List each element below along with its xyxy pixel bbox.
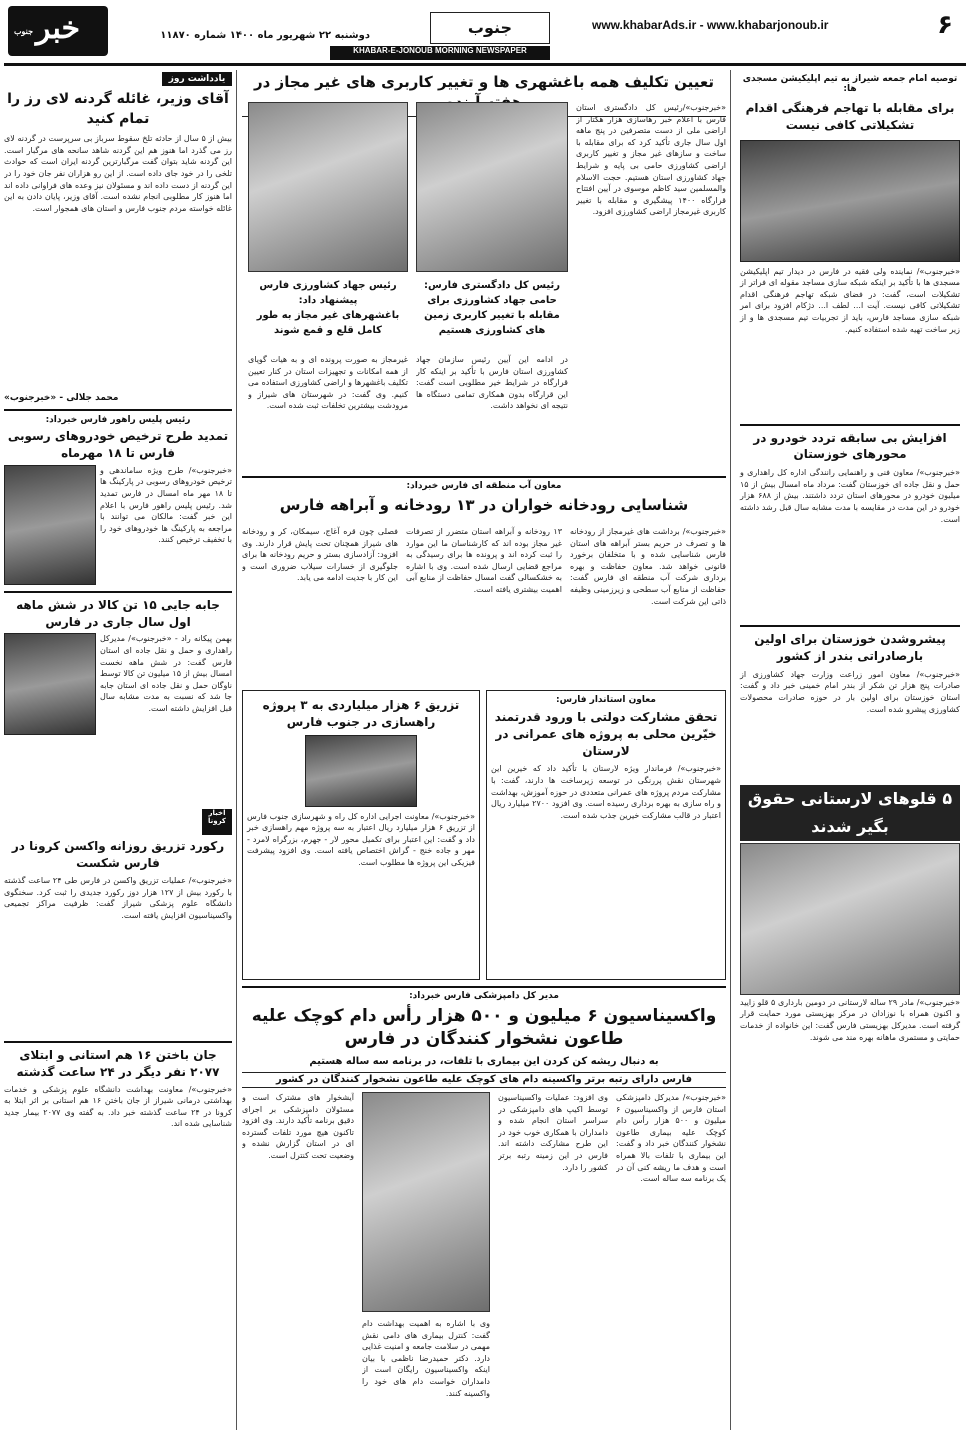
article-body: «خبرجنوب»/ معاون فنی و راهنمایی رانندگی اداره کل راهداری و حمل و نقل جاده ای خوزستان گفت: مرداد ماه امسال بیش از ۱۵ میلیون خودرو در محورهای استان تردد داشتند. بیش از ۶۸۸ هزار خودرو در این مدت در مقایسه با مدت مشابه سال قبل رشد داشته است. [740,468,960,524]
article-body: «خبرجنوب»/ مدیرکل دامپزشکی استان فارس از واکسیناسیون ۶ میلیون و ۵۰۰ هزار رأس دام کوچک علیه بیماری طاعون نشخوار کنندگان خبر داد و گفت: این بیماری با تلفات بالا همراه است و هدف ما ریشه کنی آن در یک برنامه سه ساله است. [616,1093,726,1184]
article-kicker: معاون آب منطقه ای فارس خبرداد: [406,481,562,491]
newspaper-logo [8,6,108,56]
tagline: KHABAR-E-JONOUB MORNING NEWSPAPER [330,46,550,60]
article-title: تزریق ۶ هزار میلیاردی به ۳ پروژه راهسازی در جنوب فارس [262,698,460,729]
article-title: برای مقابله با تهاجم فرهنگی اقدام تشکیلاتی کافی نیست [745,101,955,132]
caption-kicker: رئیس جهاد کشاورزی فارس پیشنهاد داد: [259,280,397,306]
babies-photo [740,843,960,995]
article-body: «خبرجنوب»/ مادر ۲۹ ساله لارستانی در دومین بارداری ۵ قلو زایید و اکنون همراه با نوزادان در مرکز بهزیستی مورد حمایت قرار گرفته است. مدیرکل بهزیستی فارس گفت: این خانواده از خدمات حمایتی و مستمری ماهانه بهره مند می شوند. [740,997,961,1042]
article-body: فصلی چون قره آغاج، سیمکان، کر و رودخانه های شیراز همچنان تحت پایش قرار دارند. وی افزود: آزادسازی بستر و حریم رودخانه ها برای جلوگیری از خسارات سیلاب ضروری است و این کار با جدیت ادامه می یابد. [242,527,398,583]
website-urls[interactable]: www.khabarAds.ir - www.khabarjonoub.ir [592,18,829,32]
livestock-photo [362,1092,490,1312]
article-body: غیرمجاز به صورت پرونده ای و به هیات گویای از همه امکانات و تجهیزات استان در کنار تعیین تکلیف باغشهرها و اراضی کشاورزی استفاده می کنیم. وی گفت: در شهرستان های شیراز و مرودشت بیشترین تخلفات ثبت شده است. [248,355,408,411]
top-headline: تعیین تکلیف همه باغشهری ها و تغییر کاربری های غیر مجاز در [242,72,726,117]
section-title: جنوب [430,12,550,44]
official-photo [305,735,417,807]
article-kicker: معاون استاندار فارس: [556,695,656,705]
imam-photo [740,140,960,262]
article-subhead: به دنبال ریشه کن کردن این بیماری با تلفات، در برنامه سه ساله هستیم [309,1055,659,1067]
article-body: «خبرجنوب»/ طرح ویژه ساماندهی و ترخیص خودروهای رسوبی در پارکینگ ها تا ۱۸ مهر ماه امسال در فارس تمدید شد. رئیس پلیس راهور فارس با اعلام این خبر گفت: مالکان می توانند با مراجعه به پارکینگ ها خودروهای خود را با تخفیف ترخیص کنند. [100,465,232,545]
article-title: تحقق مشارکت دولتی با ورود قدرتمند خیّرین محلی به پروژه های عمرانی در لارستان [494,710,718,758]
judiciary-chief-photo [416,102,568,272]
photo-caption: رئیس کل دادگستری فارس: حامی جهاد کشاورزی برای مقابله با تغییر کاربری زمین های کشاورزی هستیم [424,280,560,336]
article-title: پیشروشدن خوزستان برای اولین بارصادراتی بندر از کشور [740,625,960,665]
column-divider [730,70,731,1430]
article-title: واکسیناسیون ۶ میلیون و ۵۰۰ هزار رأس دام کوچک علیه طاعون نشخوار کنندگان در فارس [251,1006,717,1049]
article-body: ۱۳ رودخانه و آبراهه استان متضرر از تصرفات غیر مجاز بوده اند که کارشناسان ما این موارد را ثبت کرده اند و پرونده ها برای رسیدگی به مراجع قضایی ارسال شده است. وی با اشاره به خشکسالی گفت امسال حفاظت از منابع آبی اهمیت بیشتری یافته است. [406,527,562,594]
covid-tag: اخبار کرونا [202,809,232,835]
article-body: وی با اشاره به اهمیت بهداشت دام گفت: کنترل بیماری های دامی نقش مهمی در سلامت جامعه و امنیت غذایی دارد. دکتر حمیدرضا ناظمی با بیان اینکه واکسیناسیون رایگان است از دامداران خواست دام های خود را واکسینه کنند. [362,1319,490,1398]
article-body: وی افزود: عملیات واکسیناسیون توسط اکیپ های دامپزشکی در سراسر استان انجام شده و دامداران با همکاری خوب خود در این طرح مشارکت داشته اند. فارس در این زمینه رتبه برتر کشور را دارد. [498,1093,608,1172]
article-body: بهمن پیکانه راد - «خبرجنوب»/ مدیرکل راهداری و حمل و نقل جاده ای استان فارس گفت: در شش ماهه نخست امسال بیش از ۱۵ میلیون تن کالا توسط ناوگان حمل و نقل جاده ای استان جابه جا شد که نسبت به مدت مشابه سال قبل افزایش داشته است. [100,634,232,713]
dateline: دوشنبه ۲۲ شهریور ماه ۱۴۰۰ شماره ۱۱۸۷۰ [160,30,370,41]
page-number: ۶ [937,10,953,40]
rivers-story [242,476,726,686]
photo-caption-box [248,278,408,348]
memo-tag: یادداشت روز [162,72,232,86]
article-body: «خبرجنوب»/ عملیات تزریق واکسن در فارس طی ۲۴ ساعت گذشته با رکورد بیش از ۱۲۷ هزار دوز رکورد جدیدی را ثبت کرد. سخنگوی دانشگاه علوم پزشکی شیراز گفت: ظرفیت مراکز تجمیعی واکسیناسیون افزایش یافته است. [4,875,232,920]
memo-title: آقای وزیر، غائله گردنه لای رز را تمام کنید [7,91,229,127]
article-body: آیشخوار های مشترک است و مسئولان دامپزشکی بر اجرای دقیق برنامه تأکید دارند. وی افزود تاکنون هیچ مورد تلفات گسترده ای در استان گزارش نشده و وضعیت تحت کنترل است. [242,1093,354,1160]
article-title: جابه جایی ۱۵ تن کالا در شش ماهه اول سال جاری در فارس [4,591,232,631]
article-kicker: مدیر کل دامپزشکی فارس خبرداد: [409,991,559,1001]
article-subhead: فارس دارای رتبه برتر واکسینه دام های کوچک علیه طاعون نشخوار کنندگان در کشور [242,1072,726,1088]
police-chief-photo [4,465,96,585]
article-title: شناسایی رودخانه خواران در ۱۳ رودخانه و آبراهه فارس [279,496,689,514]
article-title: افزایش بی سابقه تردد خودرو در محورهای خوزستان [740,424,960,464]
article-kicker: رئیس پلیس راهور فارس خبرداد: [4,409,232,425]
article-title: تمدید طرح ترخیص خودروهای رسوبی فارس تا ۱۸ مهرماه [7,429,229,460]
article-title: جان باختن ۱۶ هم استانی و ابتلای ۲۰۷۷ نفر دیگر در ۲۴ ساعت گذشته [4,1041,232,1081]
memo-author: محمد جلالی - «خبرجنوب» [4,393,119,404]
logo-sub: جنوب [14,26,34,36]
quintuplets-banner: ۵ قلوهای لارستانی حقوق بگیر شدند [740,785,960,841]
logo-text: خبر [35,11,81,46]
agriculture-chief-photo [248,102,408,272]
left-column [4,72,232,1432]
article-body: در ادامه این آیین رئیس سازمان جهاد کشاورزی استان فارس با تأکید بر اینکه کار قرارگاه در شرایط خیر مطلوبی است گفت: این قرارگاه بدون همکاری تمامی دستگاه ها نتیجه ای نخواهد داشت. [416,355,568,411]
column-divider [236,70,237,1430]
article-kicker: توصیه امام جمعه شیراز به تیم اپلیکیشن مسجدی ها: [742,74,958,94]
vaccination-story [242,986,726,1432]
article-body: «خبرجنوب»/ فرماندار ویژه لارستان با تأکید داد که خیرین این شهرستان نقش پررنگی در توسعه زیرساخت ها دارند، گفت: با مشارکت مردم پروژه های عمرانی متعددی در حوزه آموزش، بهداشت و راه سازی به بهره برداری رسیده است. وی افزود ۲۷۰۰ میلیارد ریال اعتبار در قالب مشارکت خیرین جذب شده است. [491,764,721,820]
article-body: «خبرجنوب»/ نماینده ولی فقیه در فارس در دیدار تیم اپلیکیشن مسجدی ها با تأکید بر اینکه شبکه سازی مساجد مقوله ای فراتر از تشکیلات است، گفت: در فضای شبکه تهاجم فرهنگی اقدام تشکیلاتی کافی نیست. آیت ا... لطف ا... دژکام افزود برای امر شبکه سازی مساجد فارس، باید از تجربیات تیم مسجدی ها و از زیر ساخت تهیه شده استفاده کنیم. [740,266,960,334]
road-projects-box [242,690,480,980]
top-story [242,72,726,472]
article-body: «خبرجنوب»/ معاونت بهداشت دانشگاه علوم پزشکی و خدمات بهداشتی درمانی شیراز از جان باختن ۱۶ هم استانی بر اثر ابتلا به کرونا در ۲۴ ساعت گذشته خبر داد. به گفته وی ۲۰۷۷ بیمار جدید شناسایی شده اند. [4,1084,232,1129]
larestan-box [486,690,726,980]
right-column [736,72,964,1432]
article-body: «خبرجنوب»/ معاون امور زراعت وزارت جهاد کشاورزی از صادرات پنج هزار تن شکر از بندر امام خمینی خبر داد و گفت: استان خوزستان برای اولین بار در حوزه صادرات محصولات کشاورزی پیشرو شده است. [740,669,960,714]
photo-caption: باغشهرهای غیر مجاز به طور کامل قلع و قمع شوند [256,310,400,336]
memo-body: بیش از ۵ سال از حادثه تلخ سقوط سرباز بی سرپرست در گردنه لای رز می گذرد اما هنوز هم این گردنه شاهد سانحه های مرگبار است. این گردنه شاید بتوان گفت مرگبارترین گردنه ایران است که حوادث تلخی را در خود جای داده است. از این رو هزاران نفر جان خود را در این گردنه از دست داده اند و مسئولان نیز وعده های فراوانی داده اند اما هنوز کار مطلوبی انجام نشده است. آقای وزیر، پایان دادن به این غائله خواسته مردم جنوب فارس و استان های همجوار است. [4,134,232,213]
article-body: «خبرجنوب»/ معاونت اجرایی اداره کل راه و شهرسازی جنوب فارس از تزریق ۶ هزار میلیارد ریال اعتبار به سه پروژه مهم راهسازی خبر داد و گفت: این اعتبار برای تکمیل محور لار - جهرم، بزرگراه لامرد - مهر و جاده خنج - گراش اختصاص یافته است. وی افزود پیشرفت فیزیکی این پروژه ها مطلوب است. [247,811,475,867]
official-photo [4,633,96,735]
article-body: «خبرجنوب»/ برداشت های غیرمجاز از رودخانه ها و تصرف در حریم بستر آبراهه های استان فارس شناسایی شده و با متخلفان برخورد قانونی خواهد شد. معاون حفاظت و بهره برداری شرکت آب منطقه ای فارس گفت: حفاظت از منابع آب سطحی و زیرزمینی وظیفه ذاتی این شرکت است. [570,527,726,606]
article-title: رکورد تزریق روزانه واکسن کرونا در فارس شکست [11,839,225,871]
article-body: «خبرجنوب»/رئیس کل دادگستری استان فارس با اعلام خبر رهاسازی هزار هکتار از اراضی ملی از دست متصرفین در پنج ماهه اول سال جاری تأکید کرد که برای مقابله با ساخت و سازهای غیر مجاز و تغییر کاربری اراضی کشاورزی حامی بی پایه و شرایط جهاد کشاورزی استان هستیم. حجت الاسلام والمسلمین سید کاظم موسوی در آیین افتتاح قرارگاه ۱۴۰۰ پیشگیری و مقابله با تغییر کاربری غیرمجاز اراضی کشاورزی افزود. [576,103,726,217]
